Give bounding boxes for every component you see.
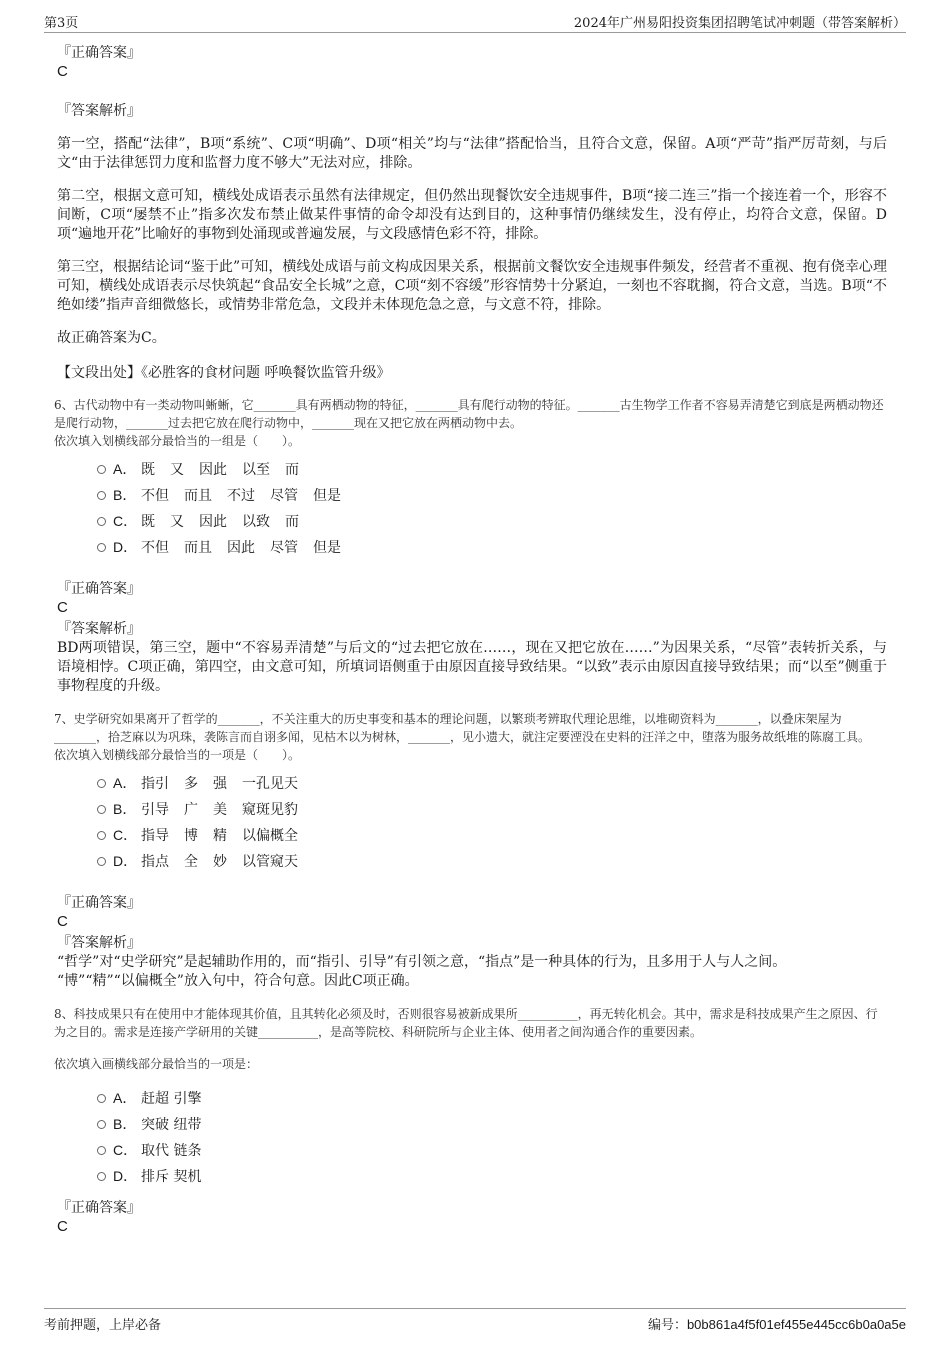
- analysis-label: 『答案解析』: [57, 103, 141, 119]
- option-b[interactable]: B． 引导 广 美 窥斑见豹: [97, 796, 887, 822]
- radio-icon[interactable]: [97, 543, 106, 552]
- answer-label: 『正确答案』: [57, 581, 141, 597]
- analysis-paragraph: “哲学”对“史学研究”是起辅助作用的，而“指引、引导”有引领之意，“指点”是一种具体的行为，且多用于人与人之间。: [57, 954, 787, 970]
- analysis-paragraph: BD两项错误，第三空，题中“不容易弄清楚”与后文的“过去把它放在……，现在又把它放在……”为因果关系，“尽管”表转折关系，与语境相悖。C项正确，第四空，由文意可知，所填词语侧重于由原因直接导致结果。“以致”表示由原因直接导致结果；而“以至”侧重于事物程度的升级。: [57, 640, 887, 694]
- radio-icon[interactable]: [97, 1120, 106, 1129]
- footer-motto: 考前押题，上岸必备: [44, 1318, 162, 1333]
- question-stem: 6、古代动物中有一类动物叫蜥蜥，它_______具有两栖动物的特征，_______具有爬行动物的特征。_______古生物学工作者不容易弄清楚它到底是两栖动物还是爬行动物，_______过去把它放在爬行动物中，_______现在又把它放在两栖动物中去。: [54, 398, 884, 430]
- radio-icon[interactable]: [97, 857, 106, 866]
- q5-answer-block: [57, 44, 887, 382]
- option-list: [97, 456, 887, 560]
- analysis-conclusion: 故正确答案为C。: [57, 330, 166, 346]
- option-a[interactable]: A． 指引 多 强 一孔见天: [97, 770, 887, 796]
- radio-icon[interactable]: [97, 465, 106, 474]
- option-c[interactable]: C． 取代 链条: [97, 1137, 887, 1163]
- radio-icon[interactable]: [97, 517, 106, 526]
- option-a[interactable]: A． 赶超 引擎: [97, 1085, 887, 1111]
- option-d[interactable]: D． 不但 而且 因此 尽管 但是: [97, 534, 887, 560]
- answer-value: C: [57, 599, 68, 616]
- analysis-paragraph: “博”“精”“以偏概全”放入句中，符合句意。因此C项正确。: [57, 973, 419, 989]
- option-a[interactable]: A． 既 又 因此 以至 而: [97, 456, 887, 482]
- radio-icon[interactable]: [97, 491, 106, 500]
- radio-icon[interactable]: [97, 1172, 106, 1181]
- option-c[interactable]: C． 既 又 因此 以致 而: [97, 508, 887, 534]
- option-c[interactable]: C． 指导 博 精 以偏概全: [97, 822, 887, 848]
- question-stem: 8、科技成果只有在使用中才能体现其价值，且其转化必须及时，否则很容易被新成果所__________，再无转化机会。其中，需求是科技成果产生之原因、行为之目的。需求是连接产学研用的关键__________，是高等院校、科研院所与企业主体、使用者之间沟通合作的重要因素。: [54, 1007, 878, 1039]
- page-header: [44, 10, 906, 33]
- radio-icon[interactable]: [97, 805, 106, 814]
- answer-label: 『正确答案』: [57, 895, 141, 911]
- question-instruction: 依次填入画横线部分最恰当的一项是：: [54, 1057, 259, 1071]
- radio-icon[interactable]: [97, 831, 106, 840]
- answer-value: C: [57, 913, 68, 930]
- question-stem: 7、史学研究如果离开了哲学的_______，不关注重大的历史事变和基本的理论问题，以繁琐考辨取代理论思维，以堆砌资料为_______，以叠床架屋为_______，拾芝麻以为巩珠，袭陈言而自诩多闻，见枯木以为树林，_______，见小遗大，就注定要湮没在史料的汪洋之中，堕落为服务故纸堆的陈腐工具。: [54, 712, 871, 744]
- document-title: 2024年广州易阳投资集团招聘笔试冲刺题（带答案解析）: [573, 16, 906, 31]
- document-code: 编号：b0b861a4f5f01ef455e445cc6b0a0a5e: [647, 1317, 906, 1332]
- radio-icon[interactable]: [97, 779, 106, 788]
- analysis-paragraph: 第三空，根据结论词“鉴于此”可知，横线处成语与前文构成因果关系，根据前文餐饮安全违规事件频发，经营者不重视、抱有侥幸心理可知，横线处成语表示尽快筑起“食品安全长城”之意，C项“刻不容缓”形容情势十分紧迫，一刻也不容耽搁，符合文意，当选。B项“不绝如缕”指声音细微悠长，或情势非常危急，文段并未体现危急之意，与文意不符，排除。: [57, 259, 887, 313]
- page-number: 第3页: [44, 16, 79, 31]
- answer-label: 『正确答案』: [57, 1200, 141, 1216]
- question-7: [54, 710, 887, 991]
- analysis-label: 『答案解析』: [57, 935, 141, 951]
- option-d[interactable]: D． 排斥 契机: [97, 1163, 887, 1189]
- option-b[interactable]: B． 不但 而且 不过 尽管 但是: [97, 482, 887, 508]
- analysis-paragraph: 第二空，根据文意可知，横线处成语表示虽然有法律规定，但仍然出现餐饮安全违规事件，B项“接二连三”指一个接连着一个，形容不间断，C项“屡禁不止”指多次发布禁止做某件事情的命令却没有达到目的，这种事情仍继续发生，没有停止，均符合文意，保留。D项“遍地开花”比喻好的事物到处涌现或普遍发展，与文段感情色彩不符，排除。: [57, 188, 887, 242]
- option-b[interactable]: B． 突破 纽带: [97, 1111, 887, 1137]
- analysis-label: 『答案解析』: [57, 621, 141, 637]
- option-d[interactable]: D． 指点 全 妙 以管窥天: [97, 848, 887, 874]
- answer-label: 『正确答案』: [57, 45, 141, 61]
- option-list: [97, 770, 887, 874]
- radio-icon[interactable]: [97, 1146, 106, 1155]
- question-instruction: 依次填入划横线部分最恰当的一项是（ ）。: [54, 748, 301, 762]
- answer-value: C: [57, 63, 68, 80]
- document-body: [54, 44, 887, 1239]
- answer-value: C: [57, 1218, 68, 1235]
- passage-source: 【文段出处】《必胜客的食材问题 呼唤餐饮监管升级》: [57, 365, 391, 381]
- option-list: [97, 1085, 887, 1189]
- radio-icon[interactable]: [97, 1094, 106, 1103]
- question-instruction: 依次填入划横线部分最恰当的一组是（ ）。: [54, 434, 301, 448]
- analysis-paragraph: 第一空，搭配“法律”，B项“系统”、C项“明确”、D项“相关”均与“法律”搭配恰当，且符合文意，保留。A项“严苛”指严厉苛刻，与后文“由于法律惩罚力度和监督力度不够大”无法对应，排除。: [57, 136, 887, 171]
- question-6: [54, 396, 887, 696]
- page-footer: [44, 1308, 906, 1333]
- question-8: [54, 1005, 887, 1235]
